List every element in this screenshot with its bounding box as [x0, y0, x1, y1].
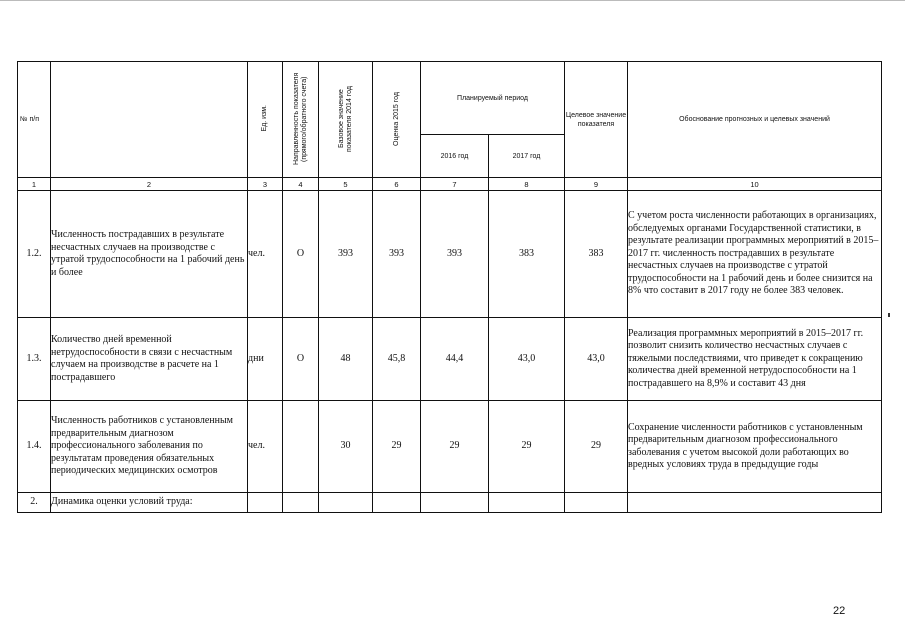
header-estimate-label: Оценка 2015 год: [392, 91, 400, 146]
header-unit-label: Ед. изм.: [261, 105, 268, 132]
scan-mark: [888, 313, 890, 317]
indicator-base: 393: [319, 191, 373, 318]
indicator-justification: Реализация программных мероприятий в 2015–2017 гг. позволит снизить количество несчастных случаев с тяжелыми последствиями, что приведет к сокращению количества дней временной нетрудоспособности на 1 пострадавшего на 8,9% и составит 43 дня: [628, 318, 882, 401]
col-number: 10: [628, 178, 882, 191]
header-2016: 2016 год: [421, 135, 489, 178]
row-num: 1.3.: [18, 318, 51, 401]
header-direction-label: Направленность показателя (прямого/обратного счета): [292, 72, 308, 165]
indicator-target: 43,0: [565, 318, 628, 401]
indicator-name: Численность пострадавших в результате несчастных случаев на производстве с утратой трудоспособности на 1 рабочий день и более: [51, 191, 248, 318]
column-number-row: [18, 178, 882, 191]
header-justification: Обоснование прогнозных и целевых значений: [628, 62, 882, 178]
col-number: 8: [489, 178, 565, 191]
col-number: 9: [565, 178, 628, 191]
indicator-2016: 44,4: [421, 318, 489, 401]
indicator-base: 30: [319, 401, 373, 493]
table-row: [18, 401, 882, 493]
indicator-estimate: 393: [373, 191, 421, 318]
indicator-direction: О: [283, 191, 319, 318]
indicator-estimate: [373, 493, 421, 513]
indicator-2017: 29: [489, 401, 565, 493]
indicator-2016: [421, 493, 489, 513]
indicator-unit: [248, 493, 283, 513]
header-row: [18, 62, 882, 135]
page-top-edge: [0, 0, 905, 6]
indicator-target: [565, 493, 628, 513]
indicator-base: [319, 493, 373, 513]
indicators-table: [17, 61, 882, 513]
indicator-unit: дни: [248, 318, 283, 401]
indicator-2016: 29: [421, 401, 489, 493]
header-base-label: Базовое значение показателя 2014 год: [337, 85, 353, 152]
row-num: 1.4.: [18, 401, 51, 493]
indicator-target: 29: [565, 401, 628, 493]
indicator-name: Динамика оценки условий труда:: [51, 493, 248, 513]
indicator-2017: 43,0: [489, 318, 565, 401]
header-planned: Планируемый период: [421, 62, 565, 135]
header-target: Целевое значение показателя: [565, 62, 628, 178]
indicator-estimate: 29: [373, 401, 421, 493]
indicator-unit: чел.: [248, 191, 283, 318]
indicator-justification: Сохранение численности работников с установленным предварительным диагнозом профессионального заболевания с учетом высокой доли работающих во вредных условиях труда в предыдущие годы: [628, 401, 882, 493]
col-number: 1: [18, 178, 51, 191]
indicator-direction: [283, 401, 319, 493]
header-direction: [283, 62, 319, 178]
header-estimate: [373, 62, 421, 178]
indicator-2017: 383: [489, 191, 565, 318]
header-base: [319, 62, 373, 178]
indicator-2017: [489, 493, 565, 513]
page-number: 22: [833, 605, 846, 617]
indicator-base: 48: [319, 318, 373, 401]
header-unit: [248, 62, 283, 178]
indicator-unit: чел.: [248, 401, 283, 493]
indicator-estimate: 45,8: [373, 318, 421, 401]
col-number: 3: [248, 178, 283, 191]
col-number: 7: [421, 178, 489, 191]
row-num: 2.: [18, 493, 51, 513]
header-2017: 2017 год: [489, 135, 565, 178]
header-num: № п/п: [18, 62, 51, 178]
indicator-name: Численность работников с установленным предварительным диагнозом профессионального заболевания по результатам проведения обязательных периодических медицинских осмотров: [51, 401, 248, 493]
table-row: [18, 318, 882, 401]
indicator-direction: [283, 493, 319, 513]
col-number: 5: [319, 178, 373, 191]
header-name: [51, 62, 248, 178]
indicator-justification: [628, 493, 882, 513]
indicator-name: Количество дней временной нетрудоспособности в связи с несчастным случаем на производстве в расчете на 1 пострадавшего: [51, 318, 248, 401]
table-row: [18, 493, 882, 513]
col-number: 4: [283, 178, 319, 191]
indicator-justification: С учетом роста численности работающих в организациях, обследуемых органами Государственной статистики, в результате реализации программных мероприятий в 2015–2017 гг. численность пострадавших в результате несчастных случаев на производстве с утратой трудоспособности на 1 рабочий день и более снизится на 8% что составит в 2017 году не более 383 человек.: [628, 191, 882, 318]
col-number: 2: [51, 178, 248, 191]
indicator-target: 383: [565, 191, 628, 318]
table-row: [18, 191, 882, 318]
indicator-direction: О: [283, 318, 319, 401]
indicator-2016: 393: [421, 191, 489, 318]
row-num: 1.2.: [18, 191, 51, 318]
col-number: 6: [373, 178, 421, 191]
